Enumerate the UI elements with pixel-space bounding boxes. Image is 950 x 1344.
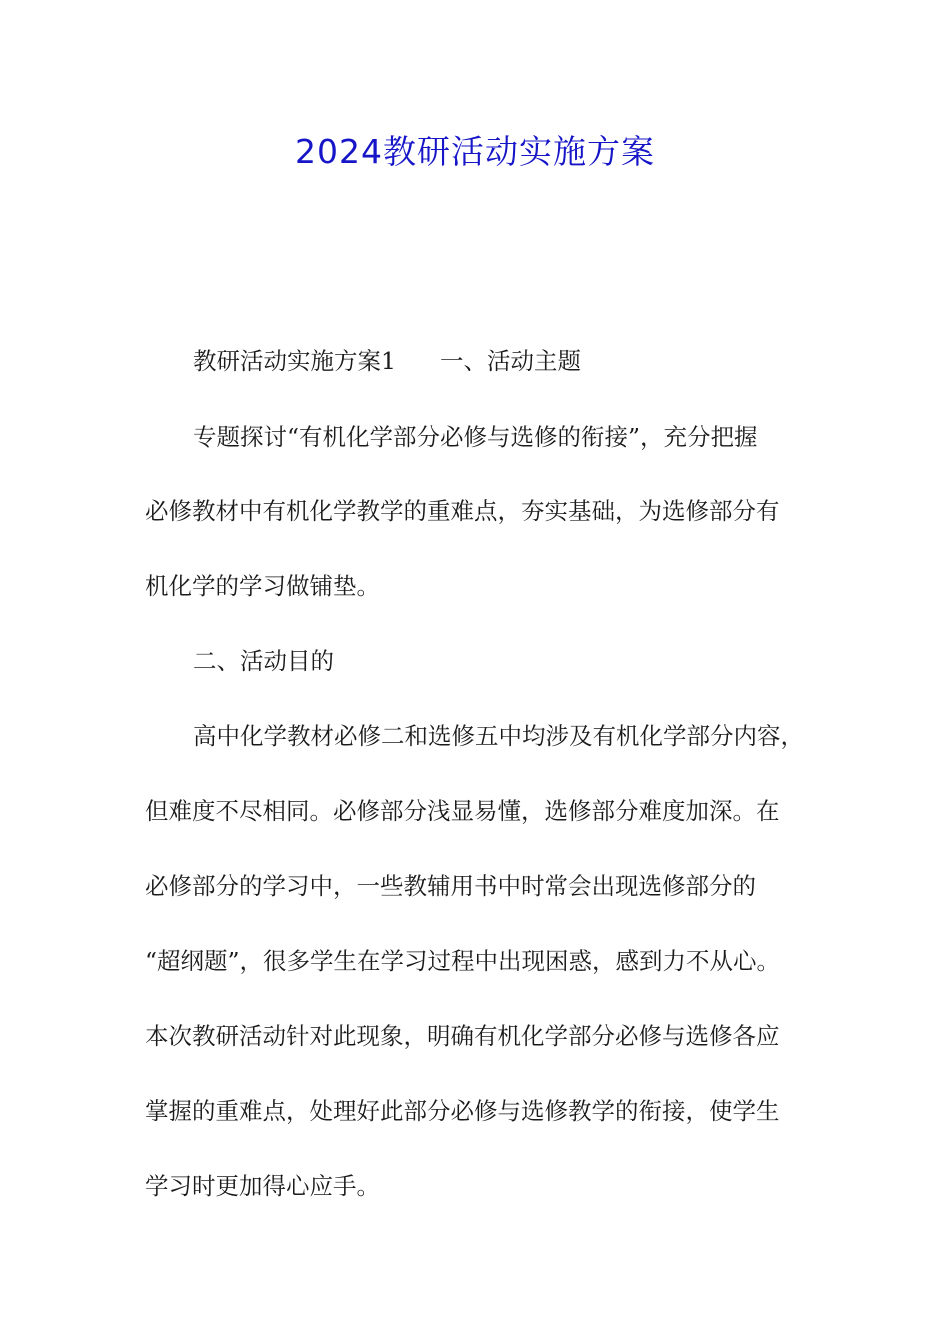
text-line-10: 本次教研活动针对此现象，明确有机化学部分必修与选修各应 bbox=[145, 1022, 780, 1050]
section-heading-theme: 一、活动主题 bbox=[439, 347, 581, 375]
text-line-6: 高中化学教材必修二和选修五中均涉及有机化学部分内容， bbox=[193, 722, 804, 750]
text-line-7: 但难度不尽相同。必修部分浅显易懂，选修部分难度加深。在 bbox=[145, 797, 780, 825]
text-line-12: 学习时更加得心应手。 bbox=[145, 1172, 380, 1200]
text-line-2: 专题探讨“有机化学部分必修与选修的衔接”，充分把握 bbox=[193, 423, 758, 451]
text-line-1 bbox=[193, 342, 863, 376]
section-heading-purpose: 二、活动目的 bbox=[193, 647, 334, 675]
text-line-11: 掌握的重难点，处理好此部分必修与选修教学的衔接，使学生 bbox=[145, 1097, 780, 1125]
section-heading-plan: 教研活动实施方案1 bbox=[193, 347, 396, 375]
text-line-9: “超纲题”，很多学生在学习过程中出现困惑，感到力不从心。 bbox=[145, 947, 781, 975]
document-title: 2024教研活动实施方案 bbox=[295, 132, 655, 171]
text-line-8: 必修部分的学习中，一些教辅用书中时常会出现选修部分的 bbox=[145, 872, 756, 900]
text-line-4: 机化学的学习做铺垫。 bbox=[145, 572, 380, 600]
text-line-3: 必修教材中有机化学教学的重难点，夯实基础，为选修部分有 bbox=[145, 497, 780, 525]
